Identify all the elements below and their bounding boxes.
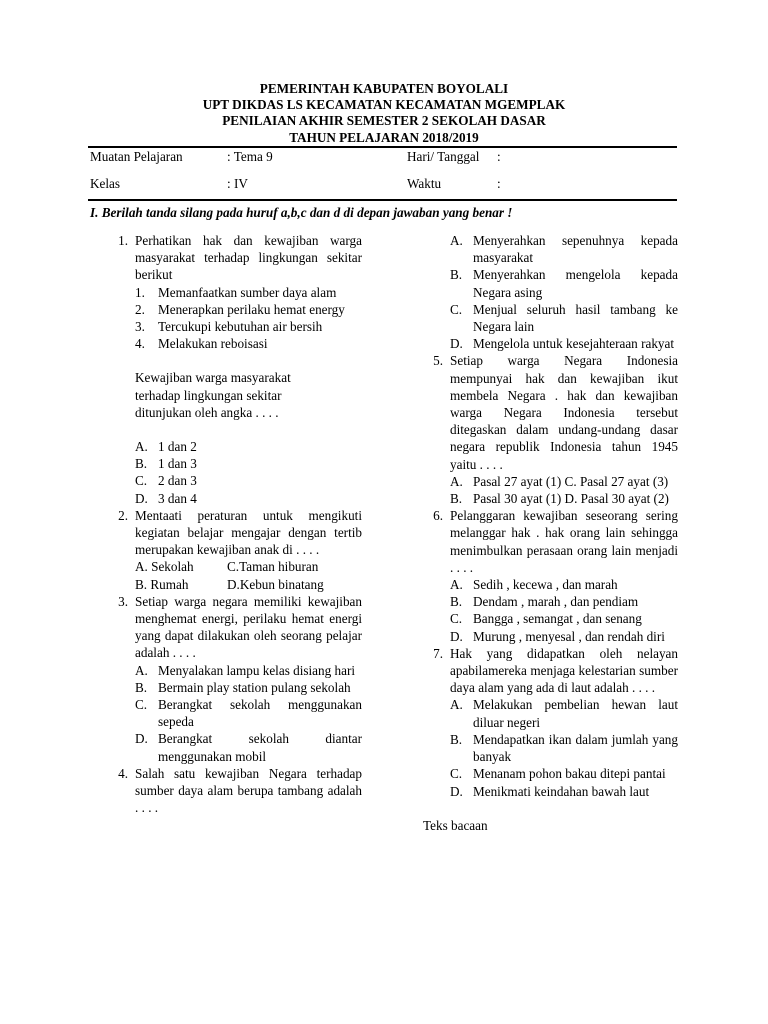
- list-item: 2. Menerapkan perilaku hemat energy: [135, 301, 345, 317]
- answer-option: D. Berangkat sekolah diantar menggunakan mobil: [135, 731, 362, 764]
- question-5: [423, 352, 678, 507]
- question-text: Hak yang didapatkan oleh nelayan apabilamereka menjaga kelestarian sumber daya alam yang ada di laut adalah . . . .: [450, 645, 678, 696]
- answer-option: C. Bangga , semangat , dan senang: [450, 611, 642, 627]
- question-text: Pelanggaran kewajiban seseorang sering melanggar hak . hak orang lain sehingga menimbulkan perasaan orang lain menjadi . . . .: [450, 508, 678, 575]
- question-1: [108, 232, 362, 507]
- answer-option: B. 1 dan 3: [135, 456, 197, 472]
- answer-option: A. Sedih , kecewa , dan marah: [450, 577, 618, 593]
- question-number: 4.: [118, 765, 128, 781]
- answer-option: D.Kebun binatang: [227, 576, 324, 592]
- reading-text-heading: Teks bacaan: [423, 817, 488, 833]
- subject-label: Muatan Pelajaran: [90, 149, 183, 164]
- question-text: Setiap warga Negara Indonesia mempunyai hak dan kewajiban ikut membela Negara . hak dan kewajiban warga Negara Indonesia tersebut ditegaskan dalam undang-undang dasar negara republik Indonesia tahun 1945 yaitu . . . .: [450, 353, 678, 472]
- question-text: Mentaati peraturan untuk mengikuti kegiatan belajar mengajar dengan tertib merupakan kewajiban anak di . . . .: [135, 507, 362, 558]
- answer-option: A. 1 dan 2: [135, 439, 197, 455]
- class-value: : IV: [227, 176, 248, 191]
- list-item: 3. Tercukupi kebutuhan air bersih: [135, 319, 323, 335]
- question-text: Setiap warga negara memiliki kewajiban menghemat energi, perilaku hemat energi yang dapat dilakukan oleh seorang pelajar adalah . . . .: [135, 593, 362, 661]
- list-item: 4. Melakukan reboisasi: [135, 336, 268, 352]
- question-4-options: [423, 232, 678, 352]
- answer-option: A. Pasal 27 ayat (1) C. Pasal 27 ayat (3): [450, 473, 669, 489]
- header-year: TAHUN PELAJARAN 2018/2019: [289, 130, 479, 145]
- question-2: [108, 507, 362, 593]
- answer-row: [135, 558, 362, 575]
- answer-option: A. Melakukan pembelian hewan laut diluar negeri: [450, 697, 678, 730]
- question-3: [108, 593, 362, 765]
- question-number: 5.: [433, 353, 443, 369]
- date-label: Hari/ Tanggal: [407, 149, 480, 164]
- date-value: :: [497, 149, 501, 164]
- question-4: [108, 765, 362, 817]
- left-column: [108, 232, 362, 817]
- question-number: 6.: [433, 508, 443, 524]
- list-item: 1. Memanfaatkan sumber daya alam: [135, 284, 337, 300]
- answer-option: D. Murung , menyesal , dan rendah diri: [450, 628, 665, 644]
- answer-option: D. Menikmati keindahan bawah laut: [450, 783, 650, 799]
- question-6: [423, 507, 678, 645]
- question-number: 3.: [118, 593, 128, 609]
- time-value: :: [497, 176, 501, 191]
- answer-option: C. Menanam pohon bakau ditepi pantai: [450, 766, 666, 782]
- question-7: [423, 645, 678, 800]
- question-number: 1.: [118, 233, 128, 248]
- question-text: Perhatikan hak dan kewajiban warga masyarakat terhadap lingkungan sekitar berikut: [135, 233, 362, 283]
- answer-option: B. Mendapatkan ikan dalam jumlah yang banyak: [450, 731, 678, 765]
- answer-option: D. Mengelola untuk kesejahteraan rakyat: [450, 336, 675, 352]
- class-label: Kelas: [90, 176, 121, 191]
- answer-option: A. Sekolah: [135, 559, 194, 575]
- answer-row: [135, 576, 362, 593]
- header-office: UPT DIKDAS LS KECAMATAN KECAMATAN MGEMPLAK: [202, 97, 566, 112]
- answer-option: A. Menyerahkan sepenuhnya kepada masyarakat: [450, 233, 678, 266]
- answer-option: C. Berangkat sekolah menggunakan sepeda: [135, 697, 362, 730]
- meta-rule: [88, 199, 677, 201]
- time-label: Waktu: [407, 176, 442, 191]
- answer-option: B. Dendam , marah , dan pendiam: [450, 594, 639, 610]
- instruction: I. Berilah tanda silang pada huruf a,b,c dan d di depan jawaban yang benar !: [90, 205, 513, 220]
- answer-option: B. Bermain play station pulang sekolah: [135, 679, 351, 695]
- answer-option: C.Taman hiburan: [227, 559, 319, 575]
- question-number: 7.: [433, 645, 443, 661]
- question-number: 2.: [118, 507, 128, 523]
- header-rule: [88, 146, 677, 148]
- header-government: PEMERINTAH KABUPATEN BOYOLALI: [259, 81, 509, 96]
- answer-option: B. Pasal 30 ayat (1) D. Pasal 30 ayat (2): [450, 491, 669, 507]
- answer-option: D. 3 dan 4: [135, 490, 197, 506]
- answer-option: B. Rumah: [135, 576, 189, 592]
- answer-option: C. 2 dan 3: [135, 473, 197, 489]
- question-text: Salah satu kewajiban Negara terhadap sumber daya alam berupa tambang adalah . . . .: [135, 765, 362, 816]
- header-exam: PENILAIAN AKHIR SEMESTER 2 SEKOLAH DASAR: [222, 113, 546, 128]
- subject-value: : Tema 9: [227, 149, 273, 164]
- answer-option: C. Menjual seluruh hasil tambang ke Negara lain: [450, 301, 678, 335]
- question-stem: Kewajiban warga masyarakat terhadap lingkungan sekitar ditunjukan oleh angka . . . .: [135, 370, 291, 420]
- right-column: [423, 232, 678, 834]
- answer-option: A. Menyalakan lampu kelas disiang hari: [135, 662, 356, 678]
- answer-option: B. Menyerahkan mengelola kepada Negara asing: [450, 267, 678, 300]
